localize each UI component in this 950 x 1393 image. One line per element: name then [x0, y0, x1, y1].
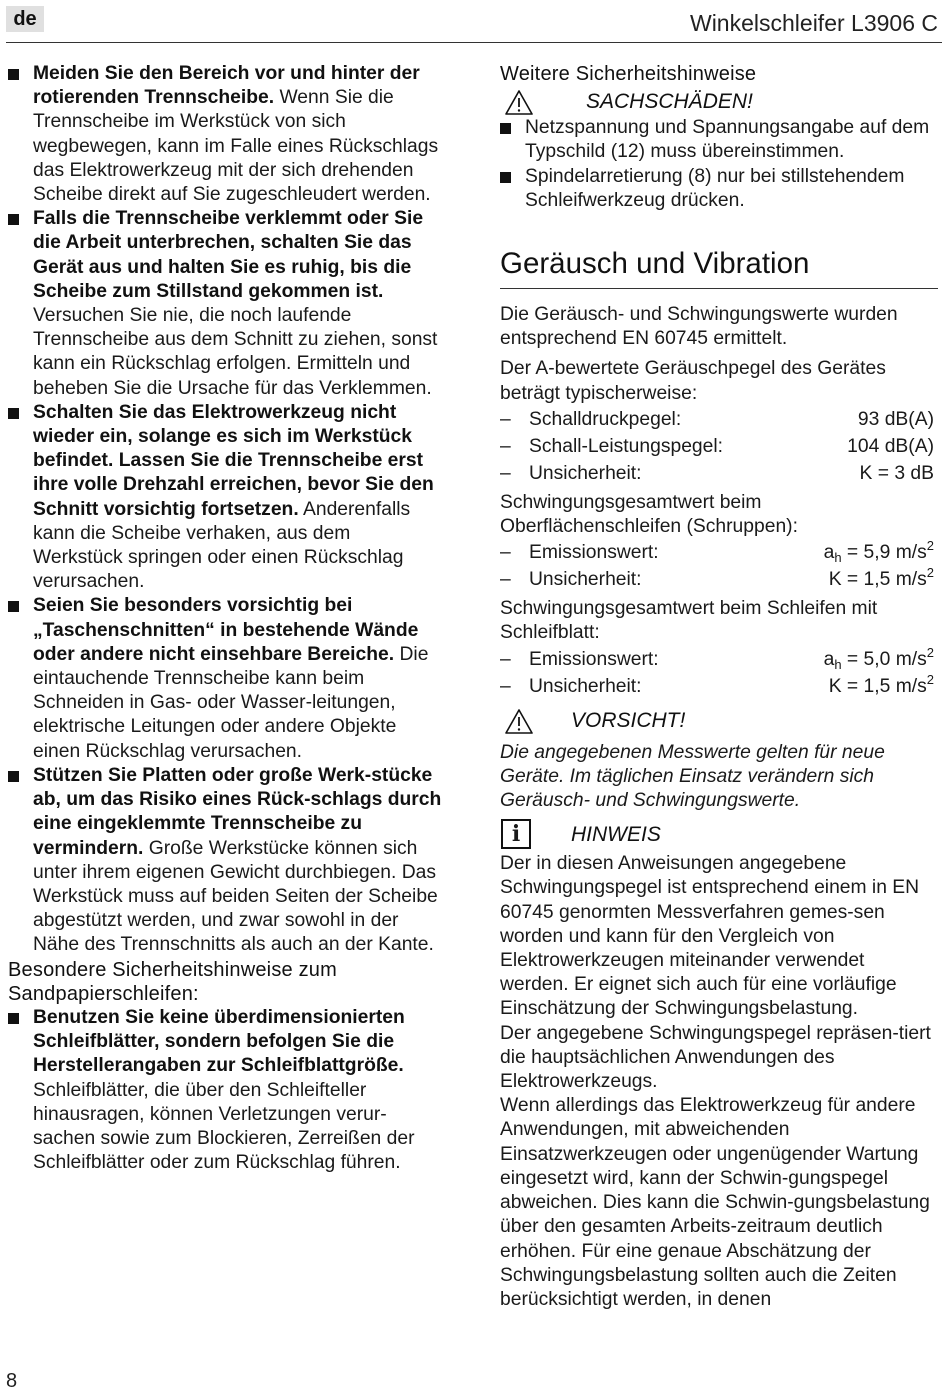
spec-value: K = 3 dB	[859, 462, 934, 484]
list-item	[8, 594, 444, 763]
bullet-square-icon	[8, 69, 19, 80]
list-item	[8, 207, 444, 401]
intro-paragraph: Die Geräusch- und Schwingungswerte wurden entsprechend EN 60745 ermittelt.	[500, 304, 898, 350]
spec-row	[500, 566, 938, 593]
info-paragraph: Wenn allerdings das Elektrowerkzeug für andere Anwendungen, mit abweichenden Einsatzwerkzeugen oder ungenügender Wartung eingesetzt wird, kann der Schwin-gungspegel abweichen. Dies kann die Schwin-gungsbelastung über den gesamten Arbeits-zeitraum deutlich erhöhen. Für eine genaue Abschätzung der Schwingungsbelastung sollten auch die Zeiten berücksichtigt werden, in denen	[500, 1095, 930, 1310]
info-icon: i	[501, 819, 531, 849]
bullet-text: Die eintauchende Trennscheibe kann beim Schneiden in Gas- oder Wasser-leitungen, elektrische Leitungen oder andere Objekte einen Rückschlag verursachen.	[33, 643, 429, 762]
spec-value: K = 1,5 $m/s^2$	[828, 671, 934, 697]
spec-row	[500, 646, 938, 673]
dash-marker: –	[500, 542, 511, 564]
spec-label: Emissionswert:	[529, 648, 659, 670]
noise-intro: Der A-bewertete Geräuschpegel des Gerätes beträgt typischerweise:	[500, 358, 886, 404]
property-damage-warning	[500, 89, 938, 116]
caution-notice	[500, 708, 938, 735]
spec-value: $a_h = 5,9$ $m/s^2$	[823, 538, 934, 566]
spec-label: Unsicherheit:	[529, 675, 642, 697]
bullet-square-icon	[500, 172, 511, 183]
bullet-square-icon	[8, 214, 19, 225]
header-divider	[6, 42, 942, 43]
list-item	[500, 165, 938, 213]
bullet-text: Spindelarretierung (8) nur bei stillstehendem Schleifwerkzeug drücken.	[525, 165, 905, 211]
bullet-text: Versuchen Sie nie, die noch laufende Trennscheibe aus dem Schnitt zu ziehen, sonst kann ein Rückschlag erfolgen. Ermitteln und beheben Sie die Ursache für das Verklemmen.	[33, 305, 438, 399]
section-heading: Geräusch und Vibration	[500, 247, 810, 281]
list-item	[8, 764, 444, 958]
caution-text: Die angegebenen Messwerte gelten für neue Geräte. Im täglichen Einsatz verändern sich Geräusch- und Schwingungswerte.	[500, 741, 885, 812]
bullet-text: Anderenfalls kann die Scheibe verhaken, aus dem Werkstück springen oder einen Rückschlag verursachen.	[33, 498, 411, 593]
bullet-bold-text: Stützen Sie Platten oder große Werk-stücke ab, um das Risiko eines Rück-schlags durch eine eingeklemmte Trennscheibe zu vermindern.	[33, 764, 442, 859]
spec-row	[500, 460, 938, 487]
bullet-text: Wenn Sie die Trennscheibe im Werkstück von sich wegbewegen, kann im Falle eines Rückschlags das Elektrowerkzeug mit der sich drehenden Scheibe direkt auf Sie zugeschleudert werden.	[33, 87, 439, 206]
document-title: Winkelschleifer L3906 C	[689, 10, 938, 36]
bullet-bold-text: Schalten Sie das Elektrowerkzeug nicht wieder ein, solange es sich im Werkstück befindet. Lassen Sie die Trennscheibe erst ihre volle Drehzahl erreichen, bevor Sie den Schnitt vorsichtig fortsetzen.	[33, 401, 434, 520]
language-badge: de	[6, 6, 44, 32]
list-item	[8, 1006, 444, 1175]
bullet-bold-text: Seien Sie besonders vorsichtig bei „Taschenschnitten“ in bestehende Wände oder andere nicht einsehbare Bereiche.	[33, 595, 419, 665]
list-item	[8, 62, 444, 207]
sanding-subheading: Besondere Sicherheitshinweise zum Sandpapierschleifen:	[8, 958, 337, 1005]
info-paragraph: Der in diesen Anweisungen angegebene Schwingungspegel ist entsprechend einem in EN 60745 genormten Messverfahren gemes-sen worden und kann für den Vergleich von Elektrowerkzeugen miteinander verwendet werden. Er eignet sich auch für eine vorläufige Einschätzung der Schwingungsbelastung.	[500, 853, 920, 1020]
bullet-square-icon	[8, 771, 19, 782]
spec-row	[500, 539, 938, 566]
spec-label: Unsicherheit:	[529, 462, 642, 484]
spec-row	[500, 433, 938, 460]
spec-row	[500, 406, 938, 433]
bullet-bold-text: Benutzen Sie keine überdimensionierten Schleifblätter, sondern befolgen Sie die Herstellerangaben zur Schleifblattgröße.	[33, 1006, 405, 1077]
info-title: HINWEIS	[571, 823, 661, 847]
bullet-square-icon	[500, 123, 511, 134]
spec-row	[500, 673, 938, 700]
bullet-text: Große Werkstücke können sich unter ihrem eigenen Gewicht durchbiegen. Das Werkstück muss auf beiden Seiten der Scheibe abgestützt werden, und zwar sowohl in der Nähe des Trennschnitts als auch an der Kante.	[33, 837, 438, 956]
right-column	[500, 62, 938, 1312]
bullet-text: Schleifblätter, die über den Schleifteller hinausragen, können Verletzungen verur-sachen sowie zum Blockieren, Zerreißen der Schleifblätter oder zum Rückschlag führen.	[33, 1079, 415, 1174]
spec-value: $a_h = 5,0$ $m/s^2$	[823, 644, 934, 672]
dash-marker: –	[500, 462, 511, 484]
page-number: 8	[6, 1370, 18, 1392]
bullet-square-icon	[8, 601, 19, 612]
vibration-intro-sheet: Schwingungsgesamtwert beim Schleifen mit Schleifblatt:	[500, 598, 878, 644]
spec-value: K = 1,5 $m/s^2$	[828, 565, 934, 591]
dash-marker: –	[500, 408, 511, 430]
vibration-intro-surface: Schwingungsgesamtwert beim Oberflächenschleifen (Schruppen):	[500, 491, 798, 538]
bullet-bold-text: Meiden Sie den Bereich vor und hinter der rotierenden Trennscheibe.	[33, 63, 420, 109]
dash-marker: –	[500, 675, 511, 697]
dash-marker: –	[500, 648, 511, 670]
section-divider	[500, 288, 938, 289]
spec-value: 93 dB(A)	[857, 408, 934, 430]
dash-marker: –	[500, 569, 511, 591]
warning-title: SACHSCHÄDEN!	[586, 90, 753, 114]
list-item	[8, 401, 444, 595]
warning-triangle-icon	[504, 708, 534, 735]
left-column	[8, 62, 444, 1175]
info-notice	[500, 819, 938, 852]
list-item	[500, 116, 938, 164]
bullet-square-icon	[8, 1013, 19, 1024]
spec-label: Schalldruckpegel:	[529, 408, 682, 430]
bullet-bold-text: Falls die Trennscheibe verklemmt oder Sie die Arbeit unterbrechen, schalten Sie das Gerät aus und halten Sie es ruhig, bis die Scheibe zum Stillstand gekommen ist.	[33, 208, 424, 302]
spec-label: Schall-Leistungspegel:	[529, 435, 724, 457]
bullet-square-icon	[8, 408, 19, 419]
spec-label: Unsicherheit:	[529, 569, 642, 591]
dash-marker: –	[500, 435, 511, 457]
info-paragraph: Der angegebene Schwingungspegel repräsen-tiert die hauptsächlichen Anwendungen des Elektrowerkzeugs.	[500, 1022, 931, 1093]
spec-value: 104 dB(A)	[847, 435, 934, 457]
caution-title: VORSICHT!	[571, 708, 686, 732]
spec-label: Emissionswert:	[529, 542, 659, 564]
safety-subheading: Weitere Sicherheitshinweise	[500, 63, 757, 85]
warning-triangle-icon	[504, 89, 534, 116]
bullet-text: Netzspannung und Spannungsangabe auf dem Typschild (12) muss übereinstimmen.	[525, 117, 930, 163]
